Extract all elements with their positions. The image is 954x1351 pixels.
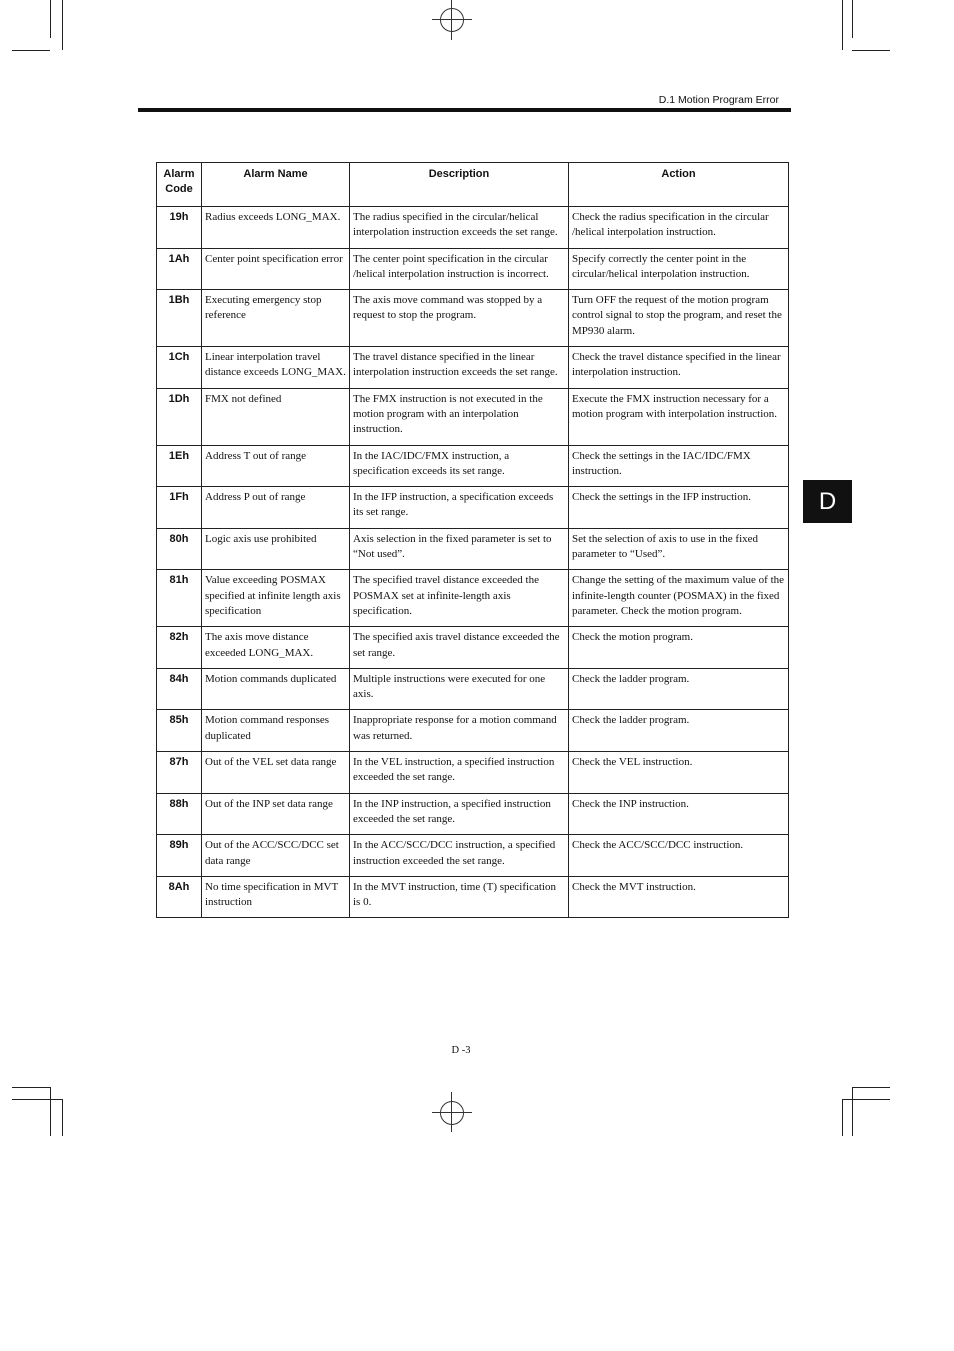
alarm-name-cell: Radius exceeds LONG_MAX. bbox=[202, 207, 350, 249]
action-cell: Check the ACC/SCC/DCC instruction. bbox=[569, 835, 789, 877]
alarm-code-cell: 89h bbox=[157, 835, 202, 877]
action-cell: Check the settings in the IFP instruction. bbox=[569, 487, 789, 529]
table-row bbox=[157, 347, 789, 389]
alarm-name-cell: Out of the ACC/SCC/DCC set data range bbox=[202, 835, 350, 877]
alarm-name-cell: Motion command responses duplicated bbox=[202, 710, 350, 752]
alarm-name-cell: Motion commands duplicated bbox=[202, 668, 350, 710]
table-row bbox=[157, 528, 789, 570]
header-rule bbox=[138, 108, 791, 112]
action-cell: Check the VEL instruction. bbox=[569, 752, 789, 794]
description-cell: The radius specified in the circular/helical interpolation instruction exceeds the set range. bbox=[350, 207, 569, 249]
alarm-code-cell: 88h bbox=[157, 793, 202, 835]
table-row bbox=[157, 445, 789, 487]
description-cell: The specified axis travel distance exceeded the set range. bbox=[350, 627, 569, 669]
alarm-code-cell: 85h bbox=[157, 710, 202, 752]
alarm-code-cell: 87h bbox=[157, 752, 202, 794]
alarm-name-cell: The axis move distance exceeded LONG_MAX. bbox=[202, 627, 350, 669]
action-cell: Check the ladder program. bbox=[569, 668, 789, 710]
alarm-name-cell: Logic axis use prohibited bbox=[202, 528, 350, 570]
alarm-code-cell: 1Ch bbox=[157, 347, 202, 389]
description-cell: In the IFP instruction, a specification exceeds its set range. bbox=[350, 487, 569, 529]
alarm-code-cell: 1Fh bbox=[157, 487, 202, 529]
description-cell: In the IAC/IDC/FMX instruction, a specification exceeds its set range. bbox=[350, 445, 569, 487]
alarm-code-cell: 84h bbox=[157, 668, 202, 710]
table-row bbox=[157, 248, 789, 290]
description-cell: The center point specification in the circular /helical interpolation instruction is incorrect. bbox=[350, 248, 569, 290]
action-cell: Check the radius specification in the circular /helical interpolation instruction. bbox=[569, 207, 789, 249]
table-row bbox=[157, 388, 789, 445]
alarm-code-cell: 1Ah bbox=[157, 248, 202, 290]
alarm-name-cell: Address T out of range bbox=[202, 445, 350, 487]
action-cell: Check the settings in the IAC/IDC/FMX instruction. bbox=[569, 445, 789, 487]
table-row bbox=[157, 290, 789, 347]
table-row bbox=[157, 876, 789, 918]
alarm-code-cell: 8Ah bbox=[157, 876, 202, 918]
description-cell: The FMX instruction is not executed in the motion program with an interpolation instruction. bbox=[350, 388, 569, 445]
action-cell: Change the setting of the maximum value of the infinite-length counter (POSMAX) in the fixed parameter. Check the motion program. bbox=[569, 570, 789, 627]
section-header: D.1 Motion Program Error bbox=[658, 94, 779, 106]
alarm-name-cell: Address P out of range bbox=[202, 487, 350, 529]
action-cell: Check the motion program. bbox=[569, 627, 789, 669]
description-cell: The travel distance specified in the linear interpolation instruction exceeds the set range. bbox=[350, 347, 569, 389]
table-header-row bbox=[157, 163, 789, 207]
column-header-description: Description bbox=[350, 163, 569, 207]
alarm-code-cell: 19h bbox=[157, 207, 202, 249]
alarm-name-cell: Center point specification error bbox=[202, 248, 350, 290]
alarm-code-cell: 1Dh bbox=[157, 388, 202, 445]
description-cell: Axis selection in the fixed parameter is set to “Not used”. bbox=[350, 528, 569, 570]
description-cell: In the INP instruction, a specified instruction exceeded the set range. bbox=[350, 793, 569, 835]
action-cell: Check the MVT instruction. bbox=[569, 876, 789, 918]
action-cell: Check the ladder program. bbox=[569, 710, 789, 752]
column-header-action: Action bbox=[569, 163, 789, 207]
column-header-alarm-name: Alarm Name bbox=[202, 163, 350, 207]
alarm-name-cell: Value exceeding POSMAX specified at infinite length axis specification bbox=[202, 570, 350, 627]
table-row bbox=[157, 668, 789, 710]
alarm-code-cell: 1Eh bbox=[157, 445, 202, 487]
description-cell: In the VEL instruction, a specified instruction exceeded the set range. bbox=[350, 752, 569, 794]
alarm-name-cell: Out of the VEL set data range bbox=[202, 752, 350, 794]
alarm-name-cell: Out of the INP set data range bbox=[202, 793, 350, 835]
description-cell: Inappropriate response for a motion command was returned. bbox=[350, 710, 569, 752]
table-row bbox=[157, 207, 789, 249]
alarm-code-cell: 82h bbox=[157, 627, 202, 669]
action-cell: Set the selection of axis to use in the fixed parameter to “Used”. bbox=[569, 528, 789, 570]
column-header-alarm-code: Alarm Code bbox=[157, 163, 202, 207]
alarm-table bbox=[156, 162, 789, 918]
table-row bbox=[157, 627, 789, 669]
table-row bbox=[157, 570, 789, 627]
alarm-code-cell: 80h bbox=[157, 528, 202, 570]
description-cell: Multiple instructions were executed for one axis. bbox=[350, 668, 569, 710]
description-cell: In the MVT instruction, time (T) specification is 0. bbox=[350, 876, 569, 918]
table-row bbox=[157, 710, 789, 752]
table-row bbox=[157, 835, 789, 877]
alarm-name-cell: No time specification in MVT instruction bbox=[202, 876, 350, 918]
chapter-tab: D bbox=[803, 480, 852, 523]
page-number: D -3 bbox=[451, 1045, 471, 1056]
action-cell: Execute the FMX instruction necessary for a motion program with interpolation instruction. bbox=[569, 388, 789, 445]
description-cell: In the ACC/SCC/DCC instruction, a specified instruction exceeded the set range. bbox=[350, 835, 569, 877]
action-cell: Check the travel distance specified in the linear interpolation instruction. bbox=[569, 347, 789, 389]
alarm-name-cell: Linear interpolation travel distance exceeds LONG_MAX. bbox=[202, 347, 350, 389]
table-row bbox=[157, 487, 789, 529]
action-cell: Check the INP instruction. bbox=[569, 793, 789, 835]
alarm-code-cell: 81h bbox=[157, 570, 202, 627]
alarm-name-cell: Executing emergency stop reference bbox=[202, 290, 350, 347]
table-row bbox=[157, 793, 789, 835]
action-cell: Turn OFF the request of the motion program control signal to stop the program, and reset the MP930 alarm. bbox=[569, 290, 789, 347]
action-cell: Specify correctly the center point in the circular/helical interpolation instruction. bbox=[569, 248, 789, 290]
description-cell: The specified travel distance exceeded the POSMAX set at infinite-length axis specification. bbox=[350, 570, 569, 627]
table-row bbox=[157, 752, 789, 794]
description-cell: The axis move command was stopped by a request to stop the program. bbox=[350, 290, 569, 347]
alarm-name-cell: FMX not defined bbox=[202, 388, 350, 445]
alarm-code-cell: 1Bh bbox=[157, 290, 202, 347]
alarm-table-body bbox=[157, 207, 789, 918]
